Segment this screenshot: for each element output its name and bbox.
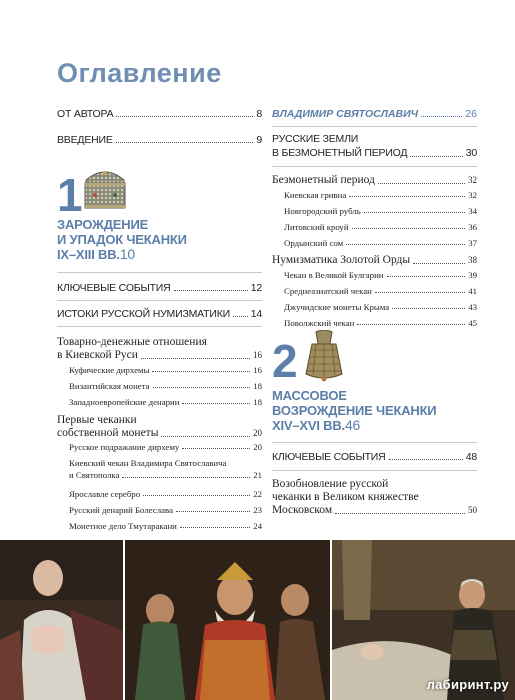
toc-item-volga-bulgaria[interactable]: Чекан в Великой Булгарии 39 [284, 270, 477, 280]
toc-item-lithuanian[interactable]: Литовский кроуй 36 [284, 222, 477, 232]
toc-item-horde-som[interactable]: Ордынский сом 37 [284, 238, 477, 248]
toc-item-volga-minting[interactable]: Поволжский чекан 45 [284, 318, 477, 328]
toc-group-moscow-minting[interactable]: Возобновление русской чеканки в Великом княжестве Московском 50 [272, 478, 477, 516]
toc-item-novgorod-ruble[interactable]: Новгородский рубль 34 [284, 206, 477, 216]
toc-entry-origins[interactable]: ИСТОКИ РУССКОЙ НУМИЗМАТИКИ 14 [57, 308, 262, 320]
toc-item-kiev-grivna[interactable]: Киевская гривна 32 [284, 190, 477, 200]
tsar-painting [332, 540, 515, 700]
toc-entry-key-events-2[interactable]: КЛЮЧЕВЫЕ СОБЫТИЯ 48 [272, 451, 477, 463]
toc-group-commodity-money[interactable]: Товарно-денежные отношения в Киевской Руси 16 [57, 336, 262, 361]
toc-item-russian-imitation[interactable]: Русское подражание дирхему 20 [69, 442, 262, 452]
toc-item-kiev-minting[interactable]: Киевский чекан Владимира Святославича и Святополка 21 [69, 458, 262, 480]
toc-group-golden-horde[interactable]: Нумизматика Золотой Орды 38 [272, 254, 477, 266]
page-title: Оглавление [57, 58, 222, 88]
toc-group-coinless-period[interactable]: Безмонетный период 32 [272, 174, 477, 186]
chapter-2-heading[interactable]: МАССОВОЕ ВОЗРОЖДЕНИЕ ЧЕКАНКИ XIV–XVI ВВ. 46 [272, 388, 437, 433]
purse-illustration [302, 330, 346, 382]
toc-item-kufic-dirhams[interactable]: Куфические дирхемы 16 [69, 365, 262, 375]
toc-entry-introduction[interactable]: ВВЕДЕНИЕ 9 [57, 134, 262, 146]
portrait-painting [0, 540, 123, 700]
silver-chest-illustration [80, 164, 130, 212]
chapter-2-number: 2 [272, 335, 298, 387]
chapter-1-number: 1 [57, 169, 83, 221]
toc-entry-key-events-1[interactable]: КЛЮЧЕВЫЕ СОБЫТИЯ 12 [57, 282, 262, 294]
toc-group-first-mintings[interactable]: Первые чеканки собственной монеты 20 [57, 414, 262, 439]
paintings-strip [0, 540, 515, 700]
feast-painting [125, 540, 330, 700]
toc-item-boleslaw-denarius[interactable]: Русский денарий Болеслава 23 [69, 505, 262, 515]
chapter-1-page: 10 [119, 246, 136, 262]
chapter-2-page: 46 [344, 417, 361, 433]
toc-entry-russian-lands[interactable]: РУССКИЕ ЗЕМЛИ В БЕЗМОНЕТНЫЙ ПЕРИОД 30 [272, 133, 477, 159]
toc-item-tmutarakan-mint[interactable]: Монетное дело Тмутаракани 24 [69, 521, 262, 531]
toc-item-crimea-coins[interactable]: Джучидские монеты Крыма 43 [284, 302, 477, 312]
watermark: лабиринт.ру [426, 677, 509, 692]
toc-item-byzantine-coin[interactable]: Византийская монета 18 [69, 381, 262, 391]
chapter-1-heading[interactable]: ЗАРОЖДЕНИЕ И УПАДОК ЧЕКАНКИ IX–XIII ВВ. 10 [57, 217, 187, 262]
toc-item-yaroslav-silver[interactable]: Ярославле серебро 22 [69, 489, 262, 499]
toc-item-west-european-denarii[interactable]: Западноевропейские денарии 18 [69, 397, 262, 407]
toc-entry-vladimir[interactable]: ВЛАДИМИР СВЯТОСЛАВИЧ 26 [272, 108, 477, 120]
toc-item-central-asian[interactable]: Среднеазиатский чекан 41 [284, 286, 477, 296]
toc-entry-from-author[interactable]: ОТ АВТОРА 8 [57, 108, 262, 120]
